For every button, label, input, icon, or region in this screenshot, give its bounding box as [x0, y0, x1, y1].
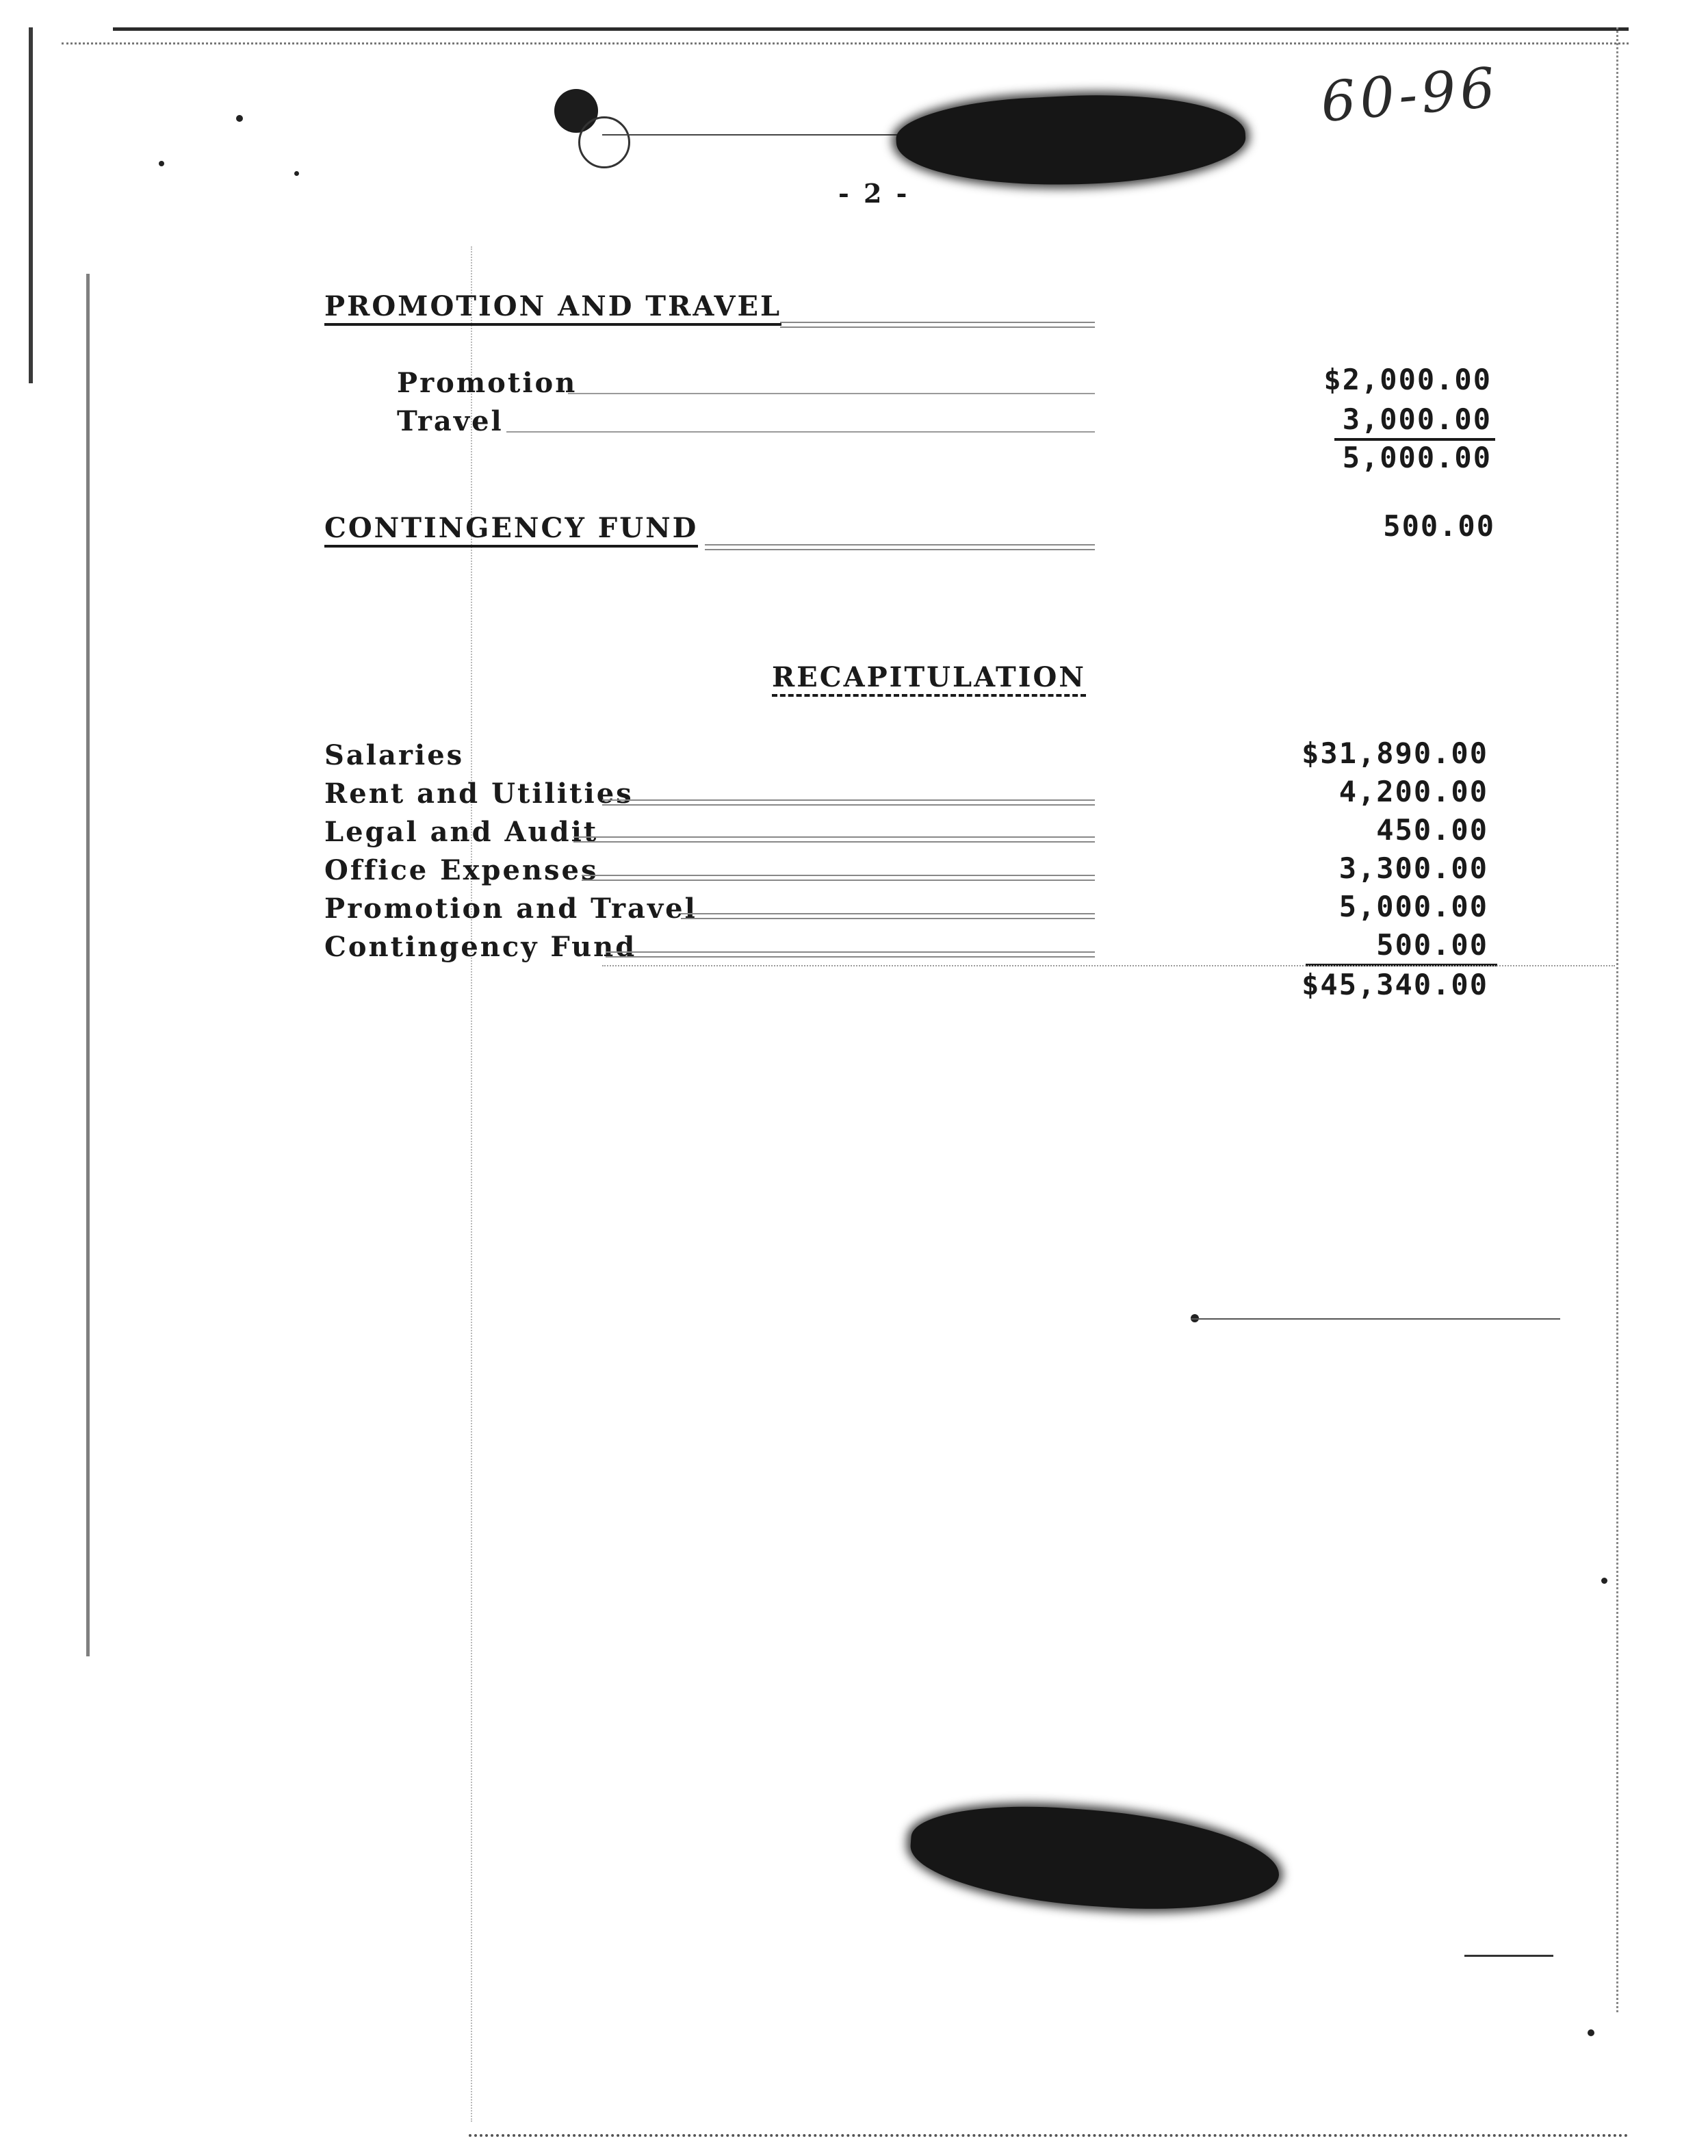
- scan-binding-line: [86, 274, 90, 1656]
- dot-leader: [602, 799, 1095, 806]
- speck: [1588, 2029, 1594, 2036]
- scan-left-edge: [29, 27, 33, 383]
- scan-bottom-edge: [469, 2134, 1629, 2140]
- punch-hole-ring: [578, 116, 630, 168]
- scan-stray-line: [1191, 1318, 1560, 1320]
- speck: [294, 171, 299, 176]
- line-item-amount: 3,000.00: [1342, 402, 1492, 436]
- recap-item-label: Rent and Utilities: [324, 778, 634, 810]
- dot-leader: [606, 951, 1095, 958]
- scan-top-dots: [62, 42, 1629, 44]
- speck: [159, 161, 164, 166]
- scan-stray-line: [1464, 1955, 1553, 1957]
- recap-item-label: Contingency Fund: [324, 931, 637, 963]
- dot-leader: [573, 836, 1095, 843]
- handwritten-reference: 60-96: [1318, 55, 1502, 135]
- line-item-label: Travel: [397, 405, 504, 437]
- line-item-label: Promotion: [397, 367, 578, 399]
- section-heading-promotion-travel: PROMOTION AND TRAVEL: [324, 293, 781, 326]
- recap-item-amount: 450.00: [1376, 813, 1488, 847]
- contingency-amount: 500.00: [1383, 509, 1495, 543]
- dot-leader: [506, 431, 1095, 433]
- page-number: - 2 -: [838, 178, 910, 209]
- dot-leader: [681, 913, 1095, 919]
- dot-leader: [568, 393, 1095, 394]
- redaction-mark-bottom: [907, 1797, 1282, 1918]
- heading-leader: [705, 544, 1095, 550]
- scan-right-guide: [1616, 27, 1620, 2012]
- speck: [236, 115, 243, 122]
- speck: [1601, 1578, 1607, 1584]
- recap-item-amount: 3,300.00: [1338, 851, 1488, 885]
- scan-top-edge: [113, 27, 1629, 31]
- header-rule: [602, 134, 903, 136]
- line-item-amount: $2,000.00: [1323, 363, 1492, 396]
- recap-total-amount: $45,340.00: [1302, 968, 1488, 1001]
- recap-item-label: Legal and Audit: [324, 816, 599, 848]
- recap-item-amount: $31,890.00: [1302, 736, 1488, 770]
- dot-leader: [582, 875, 1095, 881]
- recap-item-amount: 500.00: [1376, 928, 1488, 962]
- recap-item-label: Promotion and Travel: [324, 893, 697, 925]
- scan-line: [602, 965, 1615, 966]
- recap-item-label: Office Expenses: [324, 854, 599, 886]
- subtotal-amount: 5,000.00: [1342, 441, 1492, 474]
- recap-item-amount: 4,200.00: [1338, 775, 1488, 808]
- section-heading-recapitulation: RECAPITULATION: [772, 664, 1086, 697]
- heading-leader: [780, 322, 1095, 328]
- recap-item-label: Salaries: [324, 739, 465, 771]
- section-heading-contingency-fund: CONTINGENCY FUND: [324, 515, 698, 548]
- redaction-mark-top: [894, 87, 1247, 194]
- recap-item-amount: 5,000.00: [1338, 890, 1488, 923]
